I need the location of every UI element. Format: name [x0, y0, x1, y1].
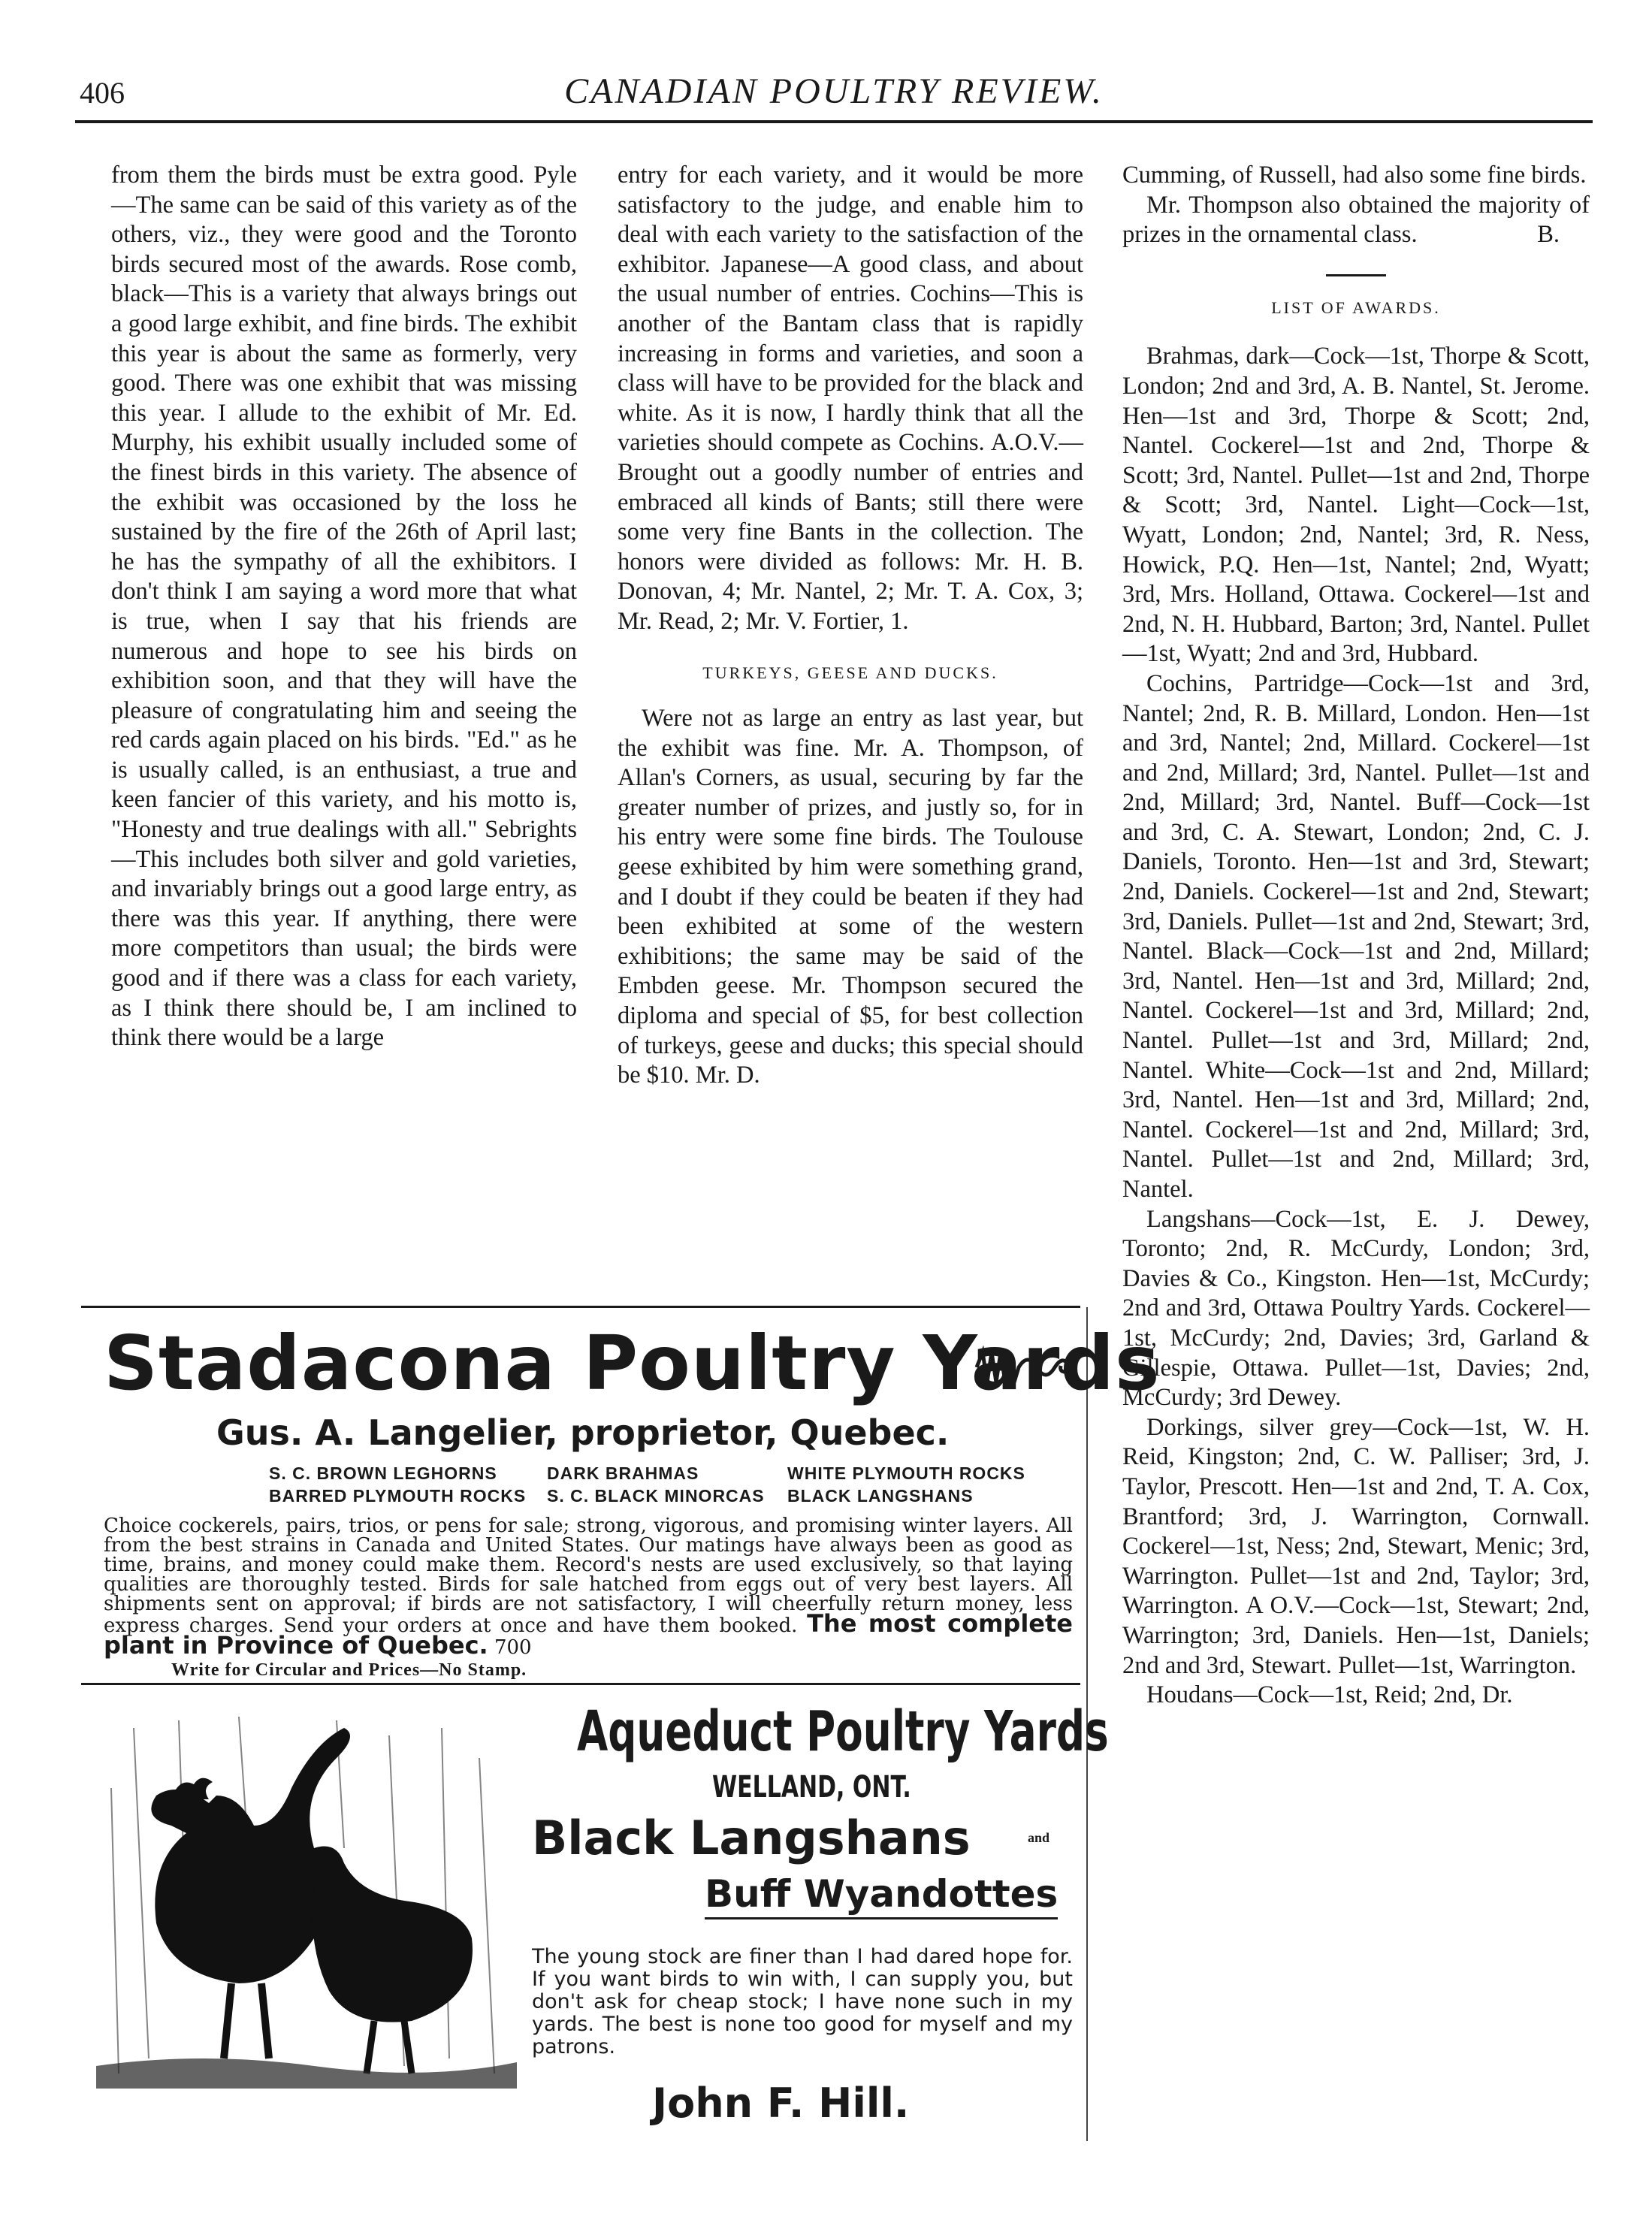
section-heading-awards: LIST OF AWARDS.: [1271, 298, 1441, 317]
article-paragraph: [1122, 191, 1590, 250]
award-entry: Dorkings, silver grey—Cock—1st, W. H. Reid, Kingston; 2nd, C. W. Palliser; 3rd, J. Taylor, Prescott. Hen—1st and 2nd, T. A. Cox, Brantford; 3rd, J. Warrington, Cornwall. Cockerel—1st, Ness; 2nd, Stewart, Menic; 3rd, Warrington. Pullet—1st and 2nd, Taylor; 3rd, Warrington. A O.V.—Cock—1st, Stewart; 2nd, Warrington; 3rd, Daniels. Hen—1st, Daniels; 2nd and 3rd, Stewart. Pullet—1st, Warrington.: [1122, 1413, 1590, 1679]
ad-tagline: The most complete plant in Province of Quebec.: [104, 1609, 1074, 1660]
ad-and: and: [1028, 1830, 1050, 1845]
author-signature: B.: [1537, 221, 1560, 249]
award-entry: Langshans—Cock—1st, E. J. Dewey, Toronto; 2nd, R. McCurdy, London; 3rd, Davies & Co., Kingston. Hen—1st, McCurdy; 2nd and 3rd, Ottawa Poultry Yards. Cockerel—1st, McCurdy; 2nd, Davies; 3rd, Garland & Gillespie, Ottawa. Pullet—1st, Davies; 2nd, McCurdy; 3rd Dewey.: [1122, 1205, 1590, 1412]
page-number: 406: [80, 76, 125, 110]
breed-item: DARK BRAHMAS: [547, 1463, 699, 1483]
ad-title: Aqueduct Poultry Yards: [577, 1699, 1109, 1764]
award-entry: Brahmas, dark—Cock—1st, Thorpe & Scott, London; 2nd and 3rd, A. B. Nantel, St. Jerome. Hen—1st and 3rd, Thorpe & Scott; 2nd, Nantel. Cockerel—1st and 2nd, Thorpe & Scott; 3rd, Nantel. Pullet—1st and 2nd, Thorpe & Scott; 3rd, Nantel. Light—Cock—1st, Wyatt, London; 2nd, Nantel; 3rd, R. Ness, Howick, P.Q. Hen—1st, Nantel; 2nd, Wyatt; 3rd, Mrs. Holland, Ottawa. Cockerel—1st and 2nd, N. H. Hubbard, Barton; 3rd, Nantel. Pullet—1st, Wyatt; 2nd and 3rd, Hubbard.: [1122, 343, 1590, 668]
breed-item: S. C. BLACK MINORCAS: [547, 1486, 765, 1506]
thompson-paragraph: Mr. Thompson also obtained the majority of prizes in the ornamental class.: [1122, 191, 1590, 249]
ad-note: Write for Circular and Prices—No Stamp.: [171, 1660, 527, 1680]
article-column-1: [111, 161, 577, 1053]
short-rule: [1326, 274, 1386, 276]
ad-code: 700: [494, 1636, 532, 1659]
ad-proprietor: Gus. A. Langelier, proprietor, Quebec.: [216, 1412, 950, 1453]
ad-body-text: Choice cockerels, pairs, trios, or pens for sale; strong, vigorous, and promising winter layers. All from the best strains in Canada and United States. Our matings have always been as good as time, brains, and money could make them. Record's nests are used exclusively, so that laying qualities are thoroughly tested. Birds for sale hatched from eggs out of very best layers. All shipments sent on approval; if birds are not satisfactory, I will cheerfully return money, less express charges. Send your orders at once and have them booked.: [104, 1515, 1073, 1637]
article-paragraph: Cumming, of Russell, had also some fine birds.: [1122, 162, 1587, 189]
award-entry: Houdans—Cock—1st, Reid; 2nd, Dr.: [1146, 1681, 1513, 1709]
ad-rule: [81, 1306, 1080, 1308]
article-paragraph: Were not as large an entry as last year, but the exhibit was fine. Mr. A. Thompson, of Allan's Corners, as usual, securing by far the greater number of prizes, and justly so, for in his entry were some fine birds. The Toulouse geese exhibited by him were something grand, and I doubt if they could be beaten if they had been exhibited at some of the western exhibitions; the same may be said of the Embden geese. Mr. Thompson secured the diploma and special of $5, for best collection of turkeys, geese and ducks; this special should be $10. Mr. D.: [618, 705, 1083, 1089]
breed-item: BARRED PLYMOUTH ROCKS: [269, 1486, 527, 1506]
article-column-3: [1122, 161, 1590, 1711]
ad-signature: John F. Hill.: [652, 2080, 910, 2127]
article-column-2: [618, 161, 1083, 1091]
flourish-icon: [975, 1345, 1073, 1390]
ad-place: WELLAND, ONT.: [712, 1770, 911, 1805]
chickens-illustration-icon: [89, 1713, 524, 2089]
stadacona-advertisement: [81, 1306, 1161, 1689]
running-title: CANADIAN POULTRY REVIEW.: [564, 71, 1104, 111]
header-rule: [75, 120, 1593, 123]
article-paragraph: from them the birds must be extra good. Pyle—The same can be said of this variety as of the others, viz., they were good and the Toronto birds secured most of the awards. Rose comb, black—This is a variety that always brings out a good large exhibit, and fine birds. The exhibit this year is about the same as formerly, very good. There was one exhibit that was missing this year. I allude to the exhibit of Mr. Ed. Murphy, his exhibit usually included some of the finest birds in this variety. The absence of the exhibit was occasioned by the loss he sustained by the fire of the 26th of April last; he has the sympathy of all the exhibitors. I don't think I am saying a word more that what is true, when I say that his friends are numerous and hope to see his birds on exhibition soon, and that they will have the pleasure of congratulating him and seeing the red cards again placed on his birds. "Ed." as he is usually called, is an enthusiast, a true and keen fancier of this variety, and his motto is, "Honesty and true dealings with all." Sebrights—This includes both silver and gold varieties, and invariably brings out a good large entry, as there was this year. If anything, there were more competitors than usual; the birds were good and if there was a class for each variety, as I think there should be, I am inclined to think there would be a large: [111, 162, 577, 1052]
page-header: [75, 69, 1593, 122]
breed-item: BLACK LANGSHANS: [787, 1486, 974, 1506]
breed-item: S. C. BROWN LEGHORNS: [269, 1463, 497, 1483]
section-heading-turkeys: TURKEYS, GEESE AND DUCKS.: [702, 663, 998, 682]
ad-breed-secondary: Buff Wyandottes: [705, 1872, 1058, 1919]
aqueduct-advertisement: [81, 1683, 1109, 2127]
award-entry: Cochins, Partridge—Cock—1st and 3rd, Nantel; 2nd, R. B. Millard, London. Hen—1st and 3rd, Nantel; 2nd, Millard. Cockerel—1st and 2nd, Millard; 3rd, Nantel. Pullet—1st and 2nd, Millard; 3rd, Nantel. Buff—Cock—1st and 3rd, C. A. Stewart, London; 2nd, C. J. Daniels, Toronto. Hen—1st and 3rd, Stewart; 2nd, Daniels. Cockerel—1st and 2nd, Stewart; 3rd, Daniels. Pullet—1st and 2nd, Stewart; 3rd, Nantel. Black—Cock—1st and 2nd, Millard; 3rd, Nantel. Hen—1st and 3rd, Millard; 2nd, Nantel. Cockerel—1st and 3rd, Millard; 2nd, Nantel. Pullet—1st and 3rd, Millard; 2nd, Nantel. White—Cock—1st and 2nd, Millard; 3rd, Nantel. Hen—1st and 3rd, Millard; 2nd, Nantel. Cockerel—1st and 2nd, Millard; 3rd, Nantel. Pullet—1st and 2nd, Millard; 3rd, Nantel.: [1122, 669, 1590, 1203]
article-paragraph: entry for each variety, and it would be more satisfactory to the judge, and enable him to deal with each variety to the satisfaction of the exhibitor. Japanese—A good class, and about the usual number of entries. Cochins—This is another of the Bantam class that is rapidly increasing in forms and varieties, and soon a class will have to be provided for the black and white. As it is now, I hardly think that all the varieties should compete as Cochins. A.O.V.—Brought out a goodly number of entries and embraced all kinds of Bants; still there were some very fine Bants in the collection. The honors were divided as follows: Mr. H. B. Donovan, 4; Mr. Nantel, 2; Mr. T. A. Cox, 3; Mr. Read, 2; Mr. V. Fortier, 1.: [618, 162, 1083, 635]
ad-title: Stadacona Poultry Yards: [104, 1319, 1161, 1407]
ad-body: The young stock are finer than I had dared hope for. If you want birds to win with, I can supply you, but don't ask for cheap stock; I have none such in my yards. The best is none too good for myself and my patrons.: [532, 1945, 1073, 2058]
ad-breed-primary: Black Langshans: [532, 1811, 971, 1865]
breed-item: WHITE PLYMOUTH ROCKS: [787, 1463, 1025, 1483]
ad-body: [104, 1515, 1074, 1660]
ad-rule: [81, 1683, 1080, 1685]
